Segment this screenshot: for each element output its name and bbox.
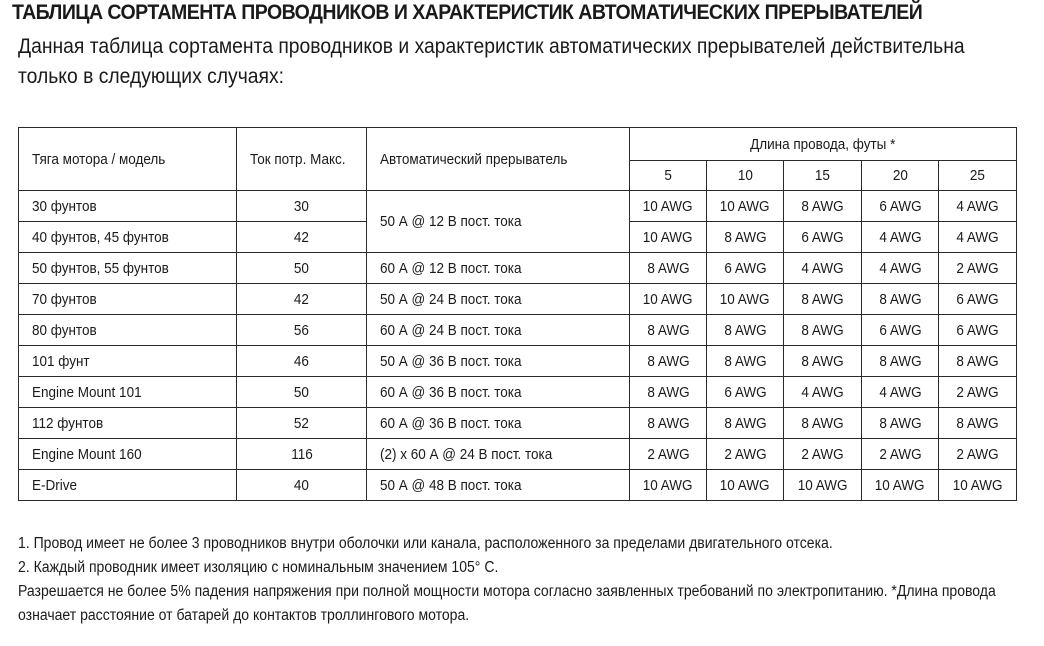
cell-awg: 10 AWG [630,284,707,315]
cell-awg: 8 AWG [707,222,784,253]
cell-awg: 8 AWG [630,377,707,408]
table-row [19,377,1017,408]
cell-current: 52 [237,408,367,439]
footnote-1: 1. Провод имеет не более 3 проводников внутри оболочки или канала, расположенного за пределами двигательного отсека. [18,535,833,552]
cell-awg: 6 AWG [939,284,1017,315]
cell-breaker: 50 А @ 12 В пост. тока [367,191,630,253]
cell-model: 50 фунтов, 55 фунтов [19,253,237,284]
cell-awg: 8 AWG [784,408,862,439]
cell-awg: 2 AWG [939,253,1017,284]
cell-awg: 8 AWG [707,346,784,377]
cell-awg: 8 AWG [939,408,1017,439]
header-length-5: 5 [630,161,707,191]
cell-breaker: 60 А @ 36 В пост. тока [367,408,630,439]
cell-awg: 6 AWG [939,315,1017,346]
page-subtitle: Данная таблица сортамента проводников и характеристик автоматических прерывателей действительна только в следующих случаях: [18,35,965,88]
cell-awg: 2 AWG [862,439,939,470]
table-row [19,315,1017,346]
cell-model: 40 фунтов, 45 фунтов [19,222,237,253]
table-row [19,408,1017,439]
cell-breaker: 60 А @ 36 В пост. тока [367,377,630,408]
cell-awg: 8 AWG [784,346,862,377]
cell-breaker: (2) x 60 А @ 24 В пост. тока [367,439,630,470]
table-row [19,284,1017,315]
wire-gauge-table [18,127,1017,501]
cell-awg: 8 AWG [707,408,784,439]
footnote-3: Разрешается не более 5% падения напряжения при полной мощности мотора согласно заявленных требований по электропитанию. *Длина провода означает расстояние от батарей до контактов троллингового мотора. [18,583,996,624]
cell-awg: 10 AWG [707,284,784,315]
cell-awg: 8 AWG [862,408,939,439]
cell-model: 101 фунт [19,346,237,377]
cell-current: 40 [237,470,367,501]
cell-model: 30 фунтов [19,191,237,222]
cell-awg: 8 AWG [630,408,707,439]
cell-current: 50 [237,253,367,284]
cell-awg: 8 AWG [939,346,1017,377]
cell-awg: 6 AWG [784,222,862,253]
cell-awg: 2 AWG [939,439,1017,470]
cell-model: 70 фунтов [19,284,237,315]
cell-awg: 6 AWG [707,377,784,408]
table-row [19,191,1017,222]
cell-awg: 8 AWG [784,315,862,346]
footnote-2: 2. Каждый проводник имеет изоляцию с номинальным значением 105° C. [18,559,499,576]
cell-current: 30 [237,191,367,222]
cell-awg: 4 AWG [784,253,862,284]
table-row [19,346,1017,377]
cell-current: 50 [237,377,367,408]
cell-model: 112 фунтов [19,408,237,439]
cell-awg: 10 AWG [707,470,784,501]
cell-awg: 8 AWG [784,191,862,222]
cell-awg: 8 AWG [862,284,939,315]
cell-awg: 4 AWG [784,377,862,408]
cell-awg: 2 AWG [939,377,1017,408]
cell-awg: 10 AWG [707,191,784,222]
cell-current: 56 [237,315,367,346]
cell-awg: 10 AWG [630,222,707,253]
cell-awg: 2 AWG [707,439,784,470]
cell-current: 46 [237,346,367,377]
cell-awg: 2 AWG [784,439,862,470]
cell-awg: 6 AWG [862,315,939,346]
cell-awg: 2 AWG [630,439,707,470]
cell-awg: 4 AWG [939,191,1017,222]
cell-awg: 8 AWG [707,315,784,346]
table-row [19,253,1017,284]
cell-breaker: 50 А @ 48 В пост. тока [367,470,630,501]
cell-awg: 6 AWG [707,253,784,284]
cell-current: 116 [237,439,367,470]
page-title: ТАБЛИЦА СОРТАМЕНТА ПРОВОДНИКОВ И ХАРАКТЕРИСТИК АВТОМАТИЧЕСКИХ ПРЕРЫВАТЕЛЕЙ [12,1,923,24]
cell-awg: 8 AWG [630,346,707,377]
table-row [19,470,1017,501]
cell-model: Engine Mount 160 [19,439,237,470]
header-length-25: 25 [939,161,1017,191]
cell-awg: 4 AWG [939,222,1017,253]
cell-awg: 4 AWG [862,253,939,284]
header-model: Тяга мотора / модель [19,128,237,191]
table-body [19,191,1017,501]
cell-awg: 10 AWG [630,191,707,222]
cell-awg: 8 AWG [862,346,939,377]
cell-model: E-Drive [19,470,237,501]
cell-current: 42 [237,284,367,315]
cell-breaker: 50 А @ 24 В пост. тока [367,284,630,315]
footnotes [18,532,1013,628]
cell-awg: 10 AWG [939,470,1017,501]
header-length-15: 15 [784,161,862,191]
cell-breaker: 60 А @ 12 В пост. тока [367,253,630,284]
table-row [19,439,1017,470]
header-wire-length: Длина провода, футы * [630,128,1017,161]
header-current: Ток потр. Макс. [237,128,367,191]
cell-awg: 10 AWG [862,470,939,501]
cell-awg: 10 AWG [630,470,707,501]
cell-awg: 8 AWG [630,315,707,346]
cell-awg: 8 AWG [630,253,707,284]
header-length-20: 20 [862,161,939,191]
header-length-10: 10 [707,161,784,191]
cell-current: 42 [237,222,367,253]
cell-awg: 4 AWG [862,377,939,408]
header-breaker: Автоматический прерыватель [367,128,630,191]
cell-breaker: 50 А @ 36 В пост. тока [367,346,630,377]
cell-awg: 4 AWG [862,222,939,253]
cell-awg: 10 AWG [784,470,862,501]
cell-model: 80 фунтов [19,315,237,346]
cell-awg: 8 AWG [784,284,862,315]
cell-breaker: 60 А @ 24 В пост. тока [367,315,630,346]
cell-awg: 6 AWG [862,191,939,222]
cell-model: Engine Mount 101 [19,377,237,408]
